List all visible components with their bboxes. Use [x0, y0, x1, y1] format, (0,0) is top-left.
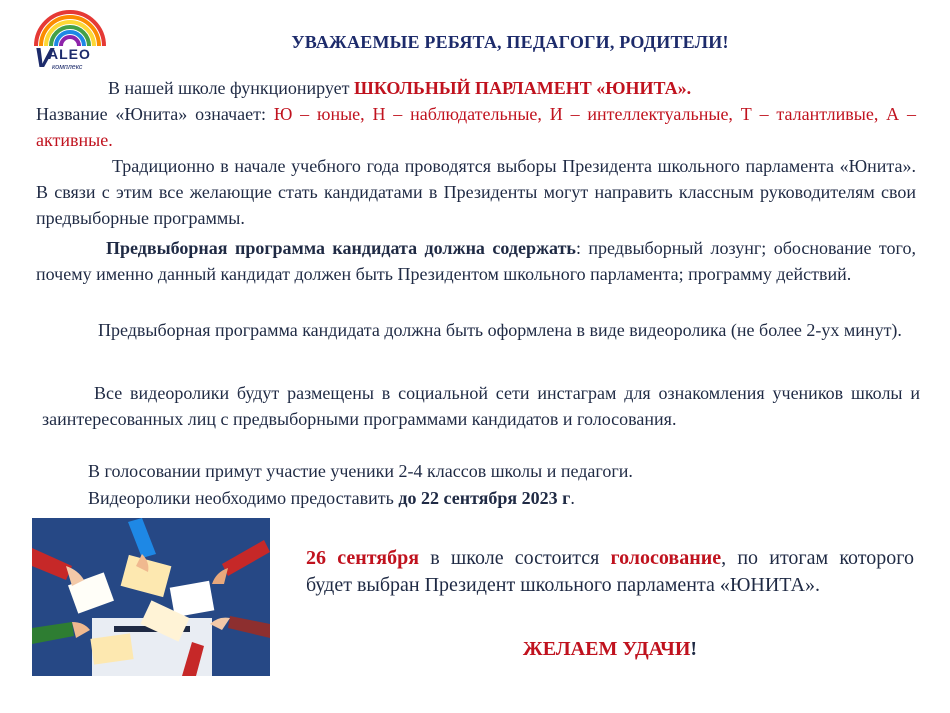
name-meaning-letters: Ю – юные, Н – наблюдательные, И – интеллектуальные, Т – талантливые, А – активные. [36, 104, 917, 150]
deadline-date: до 22 сентября 2023 г [398, 488, 571, 508]
name-meaning-intro: Название «Юнита» означает: [36, 104, 274, 124]
logo-subtitle: комплекс [52, 64, 83, 71]
good-luck-text: ЖЕЛАЕМ УДАЧИ [522, 638, 691, 660]
logo-letter-v: V [34, 42, 53, 73]
page-title: УВАЖАЕМЫЕ РЕБЯТА, ПЕДАГОГИ, РОДИТЕЛИ! [291, 32, 729, 52]
elections-text: Традиционно в начале учебного года проводятся выборы Президента школьного парламента «Юнита». В связи с этим все желающие стать кандидатами в Президенты могут направить классным руководителям свои предвыборные программы. [36, 156, 916, 228]
paragraph-deadline [42, 485, 920, 511]
deadline-intro: Видеоролики необходимо предоставить [88, 488, 399, 508]
voting-date: 26 сентября [306, 547, 420, 569]
deadline-period: . [570, 488, 575, 508]
parliament-name: ШКОЛЬНЫЙ ПАРЛАМЕНТ «ЮНИТА». [354, 78, 692, 98]
voting-illustration [32, 518, 270, 676]
ballot-hands-icon [32, 518, 270, 676]
participants-text: В голосовании примут участие ученики 2-4 классов школы и педагоги. [88, 461, 633, 481]
video-format-text: Предвыборная программа кандидата должна быть оформлена в виде видеоролика (не более 2-ух минут). [98, 320, 902, 340]
paragraph-parliament [36, 75, 916, 153]
instagram-text: Все видеоролики будут размещены в социальной сети инстаграм для ознакомления учеников школы и заинтересованных лиц с предвыборными программами кандидатов и голосования. [42, 383, 920, 429]
program-content-text: : предвыборный лозунг; обоснование того, почему именно данный кандидат должен быть Президентом школьного парламента; программу действий. [36, 238, 916, 284]
paragraph-elections [36, 153, 916, 231]
voting-text-2: , по итогам которого будет выбран Президент школьного парламента «ЮНИТА». [306, 547, 914, 596]
voting-text-1: в школе состоится [419, 547, 611, 569]
good-luck-wish [306, 636, 914, 663]
paragraph-video-format [36, 317, 916, 343]
paragraph-program-content [36, 235, 916, 287]
paragraph-instagram [42, 380, 920, 432]
voting-word: голосование [610, 547, 722, 569]
paragraph-participants [42, 458, 920, 484]
good-luck-exclamation: ! [690, 638, 698, 660]
parliament-intro: В нашей школе функционирует [108, 78, 355, 98]
voting-announcement [306, 545, 914, 599]
logo-word: ALEO [48, 46, 91, 62]
program-content-heading: Предвыборная программа кандидата должна содержать [106, 238, 576, 258]
